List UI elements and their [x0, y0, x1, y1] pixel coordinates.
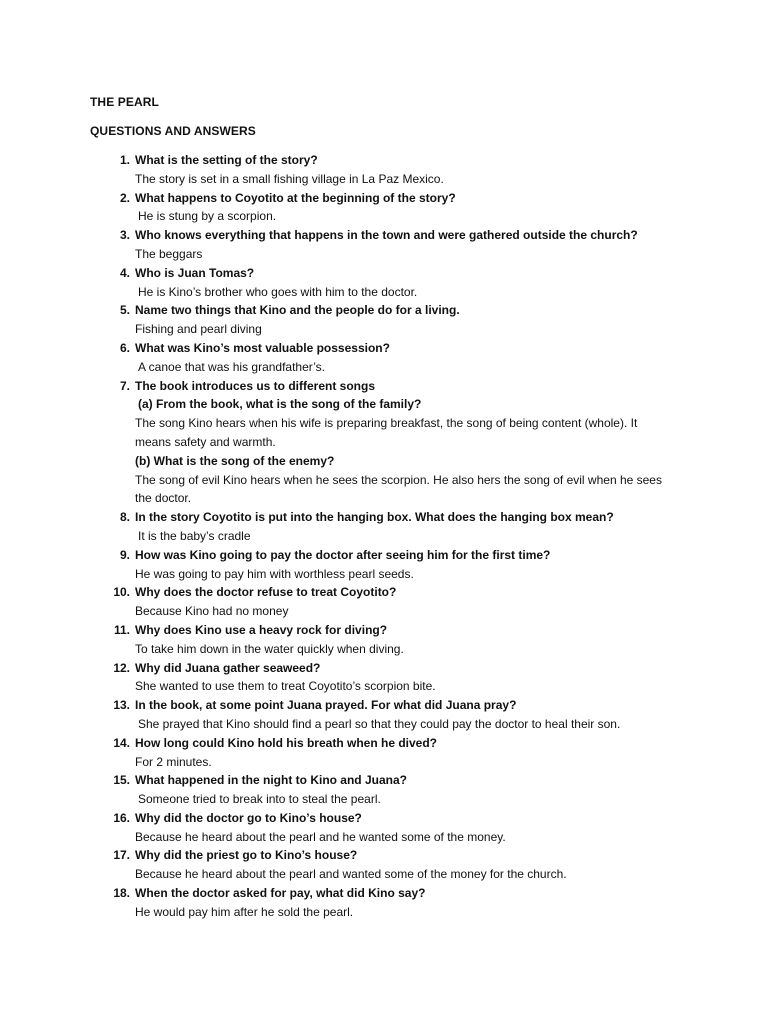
question-number: 4.: [119, 265, 130, 280]
qa-item: [0, 377, 768, 509]
question-text: Why did Juana gather seaweed?: [135, 660, 321, 675]
qa-item: [0, 734, 768, 772]
answer-text: The beggars: [135, 246, 203, 261]
answer-text: Someone tried to break into to steal the pearl.: [138, 792, 381, 807]
question-number: 17.: [113, 848, 130, 863]
question-text: In the story Coyotito is put into the hanging box. What does the hanging box mean?: [135, 510, 614, 525]
answer-text: Because Kino had no money: [135, 604, 289, 619]
question-text: What happened in the night to Kino and Juana?: [135, 773, 407, 788]
question-number: 12.: [113, 660, 130, 675]
qa-item: [0, 264, 768, 302]
answer-text: For 2 minutes.: [135, 754, 212, 769]
question-text: Who is Juan Tomas?: [135, 265, 255, 280]
qa-item: [0, 189, 768, 227]
sub-question-b: (b) What is the song of the enemy?: [135, 453, 335, 468]
question-number: 2.: [119, 190, 130, 205]
answer-text: She wanted to use them to treat Coyotito’s scorpion bite.: [135, 679, 436, 694]
question-text: What is the setting of the story?: [135, 153, 318, 167]
document-title: THE PEARL: [90, 95, 159, 109]
qa-item: [0, 546, 768, 584]
question-number: 18.: [113, 886, 130, 901]
question-number: 13.: [113, 698, 130, 713]
question-text: When the doctor asked for pay, what did Kino say?: [135, 886, 426, 901]
answer-text: He is Kino’s brother who goes with him to the doctor.: [138, 284, 418, 299]
question-number: 8.: [119, 510, 130, 525]
question-number: 15.: [113, 773, 130, 788]
answer-text: Fishing and pearl diving: [135, 322, 262, 337]
qa-item: [0, 583, 768, 621]
question-text: Why did the doctor go to Kino’s house?: [135, 810, 362, 825]
question-text: What was Kino’s most valuable possession?: [135, 340, 390, 355]
qa-item: [0, 151, 768, 189]
answer-text: The story is set in a small fishing village in La Paz Mexico.: [135, 171, 444, 186]
question-text: Why did the priest go to Kino’s house?: [135, 848, 358, 863]
answer-text: She prayed that Kino should find a pearl so that they could pay the doctor to heal their son.: [138, 716, 621, 731]
answer-text: It is the baby’s cradle: [138, 528, 251, 543]
question-text: Why does the doctor refuse to treat Coyotito?: [135, 585, 397, 600]
qa-item: [0, 884, 768, 922]
answer-text: Because he heard about the pearl and he wanted some of the money.: [135, 829, 506, 844]
answer-text: To take him down in the water quickly when diving.: [135, 641, 404, 656]
answer-text: He is stung by a scorpion.: [138, 209, 277, 224]
qa-item: [0, 339, 768, 377]
question-text: What happens to Coyotito at the beginning of the story?: [135, 190, 456, 205]
question-text: How was Kino going to pay the doctor after seeing him for the first time?: [135, 547, 551, 562]
qa-item: [0, 809, 768, 847]
sub-answer-b: The song of evil Kino hears when he sees the scorpion. He also hers the song of evil when he sees the doctor.: [135, 472, 662, 506]
question-number: 9.: [119, 547, 130, 562]
answer-text: A canoe that was his grandfather’s.: [138, 359, 326, 374]
question-number: 3.: [119, 228, 130, 243]
question-text: How long could Kino hold his breath when he dived?: [135, 735, 437, 750]
qa-item: [0, 659, 768, 697]
sub-question-a: (a) From the book, what is the song of the family?: [138, 397, 422, 412]
question-text: Name two things that Kino and the people do for a living.: [135, 303, 460, 318]
question-text: The book introduces us to different songs: [135, 378, 376, 393]
answer-text: Because he heard about the pearl and wanted some of the money for the church.: [135, 867, 567, 882]
answer-text: He would pay him after he sold the pearl.: [135, 904, 354, 919]
answer-text: He was going to pay him with worthless pearl seeds.: [135, 566, 414, 581]
qa-item: [0, 621, 768, 659]
question-number: 1.: [119, 153, 130, 167]
question-text: In the book, at some point Juana prayed. For what did Juana pray?: [135, 698, 517, 713]
question-text: Why does Kino use a heavy rock for diving?: [135, 622, 388, 637]
qa-item: [0, 508, 768, 546]
question-number: 14.: [113, 735, 130, 750]
question-number: 5.: [119, 303, 130, 318]
sub-answer-a: The song Kino hears when his wife is preparing breakfast, the song of being content (whole). It means safety and warmth.: [135, 416, 638, 449]
question-number: 10.: [113, 585, 130, 600]
qa-item: [0, 846, 768, 884]
question-number: 16.: [113, 810, 130, 825]
qa-item: [0, 301, 768, 339]
document-subtitle: QUESTIONS AND ANSWERS: [90, 124, 256, 138]
question-number: 7.: [119, 378, 130, 393]
qa-item: [0, 696, 768, 734]
qa-item: [0, 226, 768, 264]
question-number: 6.: [119, 340, 130, 355]
question-number: 11.: [113, 622, 130, 637]
question-text: Who knows everything that happens in the town and were gathered outside the church?: [135, 228, 638, 243]
qa-list: [0, 151, 768, 922]
qa-item: [0, 771, 768, 809]
